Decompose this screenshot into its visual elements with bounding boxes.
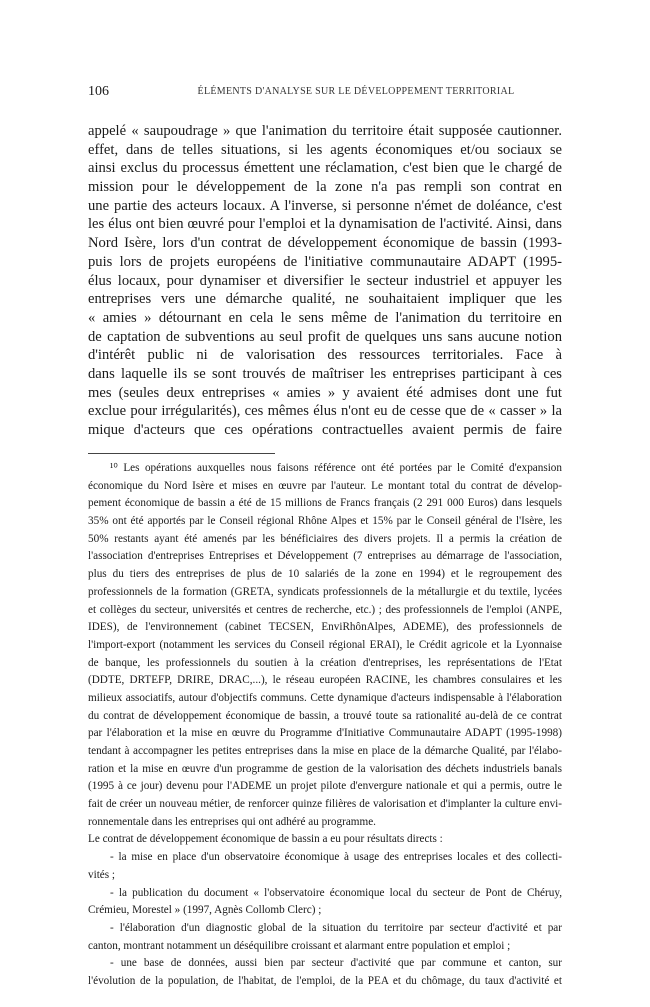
body-line: ainsi exclus du processus émettent une réclamation, c'est bien que le chargé de (88, 160, 562, 177)
body-line: Nord Isère, lors d'un contrat de développement économique de bassin (1993- (88, 235, 562, 252)
body-line: « amies » détournant en cela le sens même de l'animation du territoire en (88, 309, 562, 326)
footnote-line: et collèges du secteur, universités et centres de recherche, etc.) ; des professionnels de l'emploi (ANPE, (88, 603, 562, 616)
footnote-line: Le contrat de développement économique de bassin a eu pour résultats directs : (88, 833, 443, 846)
body-line: de captation de subventions au seul profit de quelques uns sans aucune notion (88, 328, 562, 345)
footnote-line: pement économique de bassin a été de 15 millions de Francs français (2 291 000 Euros) dans lesquels (88, 497, 562, 510)
footnote-line: vités ; (88, 868, 116, 881)
footnote-line: fait de créer un nouveau métier, de renforcer quinze filières de valorisation et d'implanter la culture envi- (88, 798, 562, 811)
body-line: une partie des acteurs locaux. A l'inverse, si personne n'émet de doléance, c'est (88, 197, 562, 214)
footnote-line: 50% restants ayant été amenés par les bénéficiaires des divers projets. Il a permis la création de (88, 532, 562, 545)
footnote-line: du contrat de développement économique de bassin, a trouvé toute sa rationalité au-delà de ce contrat (88, 709, 562, 722)
body-line: puis lors de projets européens de l'initiative communautaire ADAPT (1995- (88, 253, 562, 270)
footnote-line: ronnementale dans les entreprises qui ont adhéré au programme. (88, 815, 376, 828)
body-line: les élus ont bien œuvré pour l'emploi et la dynamisation de l'activité. Ainsi, dans (88, 216, 562, 233)
footnote-line: 35% ont été apportés par le Conseil régional Rhône Alpes et 15% par le Conseil général de l'Isère, les (88, 515, 562, 528)
body-line: dans laquelle ils se sont trouvés de maîtriser les entreprises participant à ces (88, 365, 562, 382)
footnote-line: - une base de données, aussi bien par secteur d'activité que par commune et canton, sur (110, 957, 562, 970)
running-head: ÉLÉMENTS D'ANALYSE SUR LE DÉVELOPPEMENT TERRITORIAL (197, 86, 515, 97)
footnote-line: économique du Nord Isère et mises en œuvre par l'auteur. Le montant total du contrat de dévelop- (88, 479, 562, 492)
footnote (88, 460, 562, 991)
footnote-line: - l'élaboration d'un diagnostic global de la situation du territoire par secteur d'activité et par (110, 921, 562, 934)
footnote-line: - la mise en place d'un observatoire économique à usage des entreprises locales et des collecti- (110, 851, 562, 864)
page-number: 106 (88, 84, 109, 99)
footnote-line: tendant à accompagner les petites entreprises dans la mise en place de la démarche Qualité, par l'élabo- (88, 745, 562, 757)
footnote-line: l'association d'entreprises Entreprises et Développement (7 entreprises au démarrage de l'association, (88, 550, 562, 563)
footnote-separator (88, 453, 275, 454)
footnote-line: Crémieu, Morestel » (1997, Agnès Collomb Clerc) ; (88, 904, 322, 917)
footnote-line: milieux associatifs, autour d'objectifs communs. Cette dynamique d'acteurs indispensable à l'élaboration (88, 691, 562, 704)
footnote-line: par l'élaboration et la mise en œuvre du Programme d'Initiative Communautaire ADAPT (1995-1998) (88, 727, 562, 740)
footnote-line: - la publication du document « l'observatoire économique local du secteur de Pont de Chéruy, (110, 886, 562, 899)
footnote-line: ration et la mise en œuvre d'un programme de gestion de la valorisation des déchets industriels banals (88, 762, 562, 775)
body-line: d'intérêt public ni de valorisation des ressources territoriales. Face à (88, 347, 562, 364)
body-line: effet, dans de telles situations, si les agents économiques et/ou sociaux se (88, 141, 562, 158)
footnote-line: l'évolution de la population, de l'habitat, de l'emploi, de la PEA et du chômage, du taux d'activité et (88, 974, 562, 987)
footnote-line: canton, montrant notamment un déséquilibre croissant et alarmant entre population et emploi ; (88, 939, 511, 952)
footnote-line: (DDTE, DRTEFP, DRIRE, DRAC,...), le réseau européen RACINE, les chambres consulaires et les (88, 674, 562, 687)
footnote-line: IDES), de l'environnement (cabinet TECSEN, EnviRhônAlpes, ADEME), des professionnels de (88, 621, 562, 634)
body-line: élus locaux, pour dynamiser et diversifier le secteur industriel et appuyer les (88, 272, 562, 289)
footnote-line: (1995 à ce jour) devenu pour l'ADEME un projet pilote d'envergure nationale et qui a permis, outre le (88, 780, 562, 793)
body-line: appelé « saupoudrage » que l'animation du territoire était supposée cautionner. (88, 123, 562, 139)
footnote-line: l'import-export (notamment les services du Conseil régional ERAI), le Crédit agricole et la Lyonnaise (88, 638, 562, 651)
footnote-line: ¹⁰ Les opérations auxquelles nous faisons référence ont été portées par le Comité d'expansion (110, 462, 562, 474)
body-line: mission pour le développement de la zone n'a pas rempli son contrat en (88, 179, 562, 196)
body-line: entreprises vers une démarche qualité, ne souhaitaient impliquer que les (88, 291, 562, 308)
body-text (88, 122, 562, 440)
footnote-line: professionnels de la formation (GRETA, syndicats professionnels de la métallurgie et du textile, lycées (88, 585, 562, 598)
footnote-line: de banque, les professionnels du soutien à la création d'entreprises, les représentations de l'Etat (88, 656, 562, 669)
footnote-line: plus du tiers des entreprises de plus de 10 salariés de la zone en 1994) et le regroupement des (88, 568, 562, 581)
body-line: mes (seules deux entreprises « amies » y avaient été admises dont une fut (88, 384, 562, 401)
body-line: mique d'acteurs que ces opérations contractuelles avaient permis de faire (88, 422, 562, 438)
body-line: exclue pour irrégularités), ces mêmes élus n'ont eu de cesse que de « casser » la (88, 403, 562, 420)
